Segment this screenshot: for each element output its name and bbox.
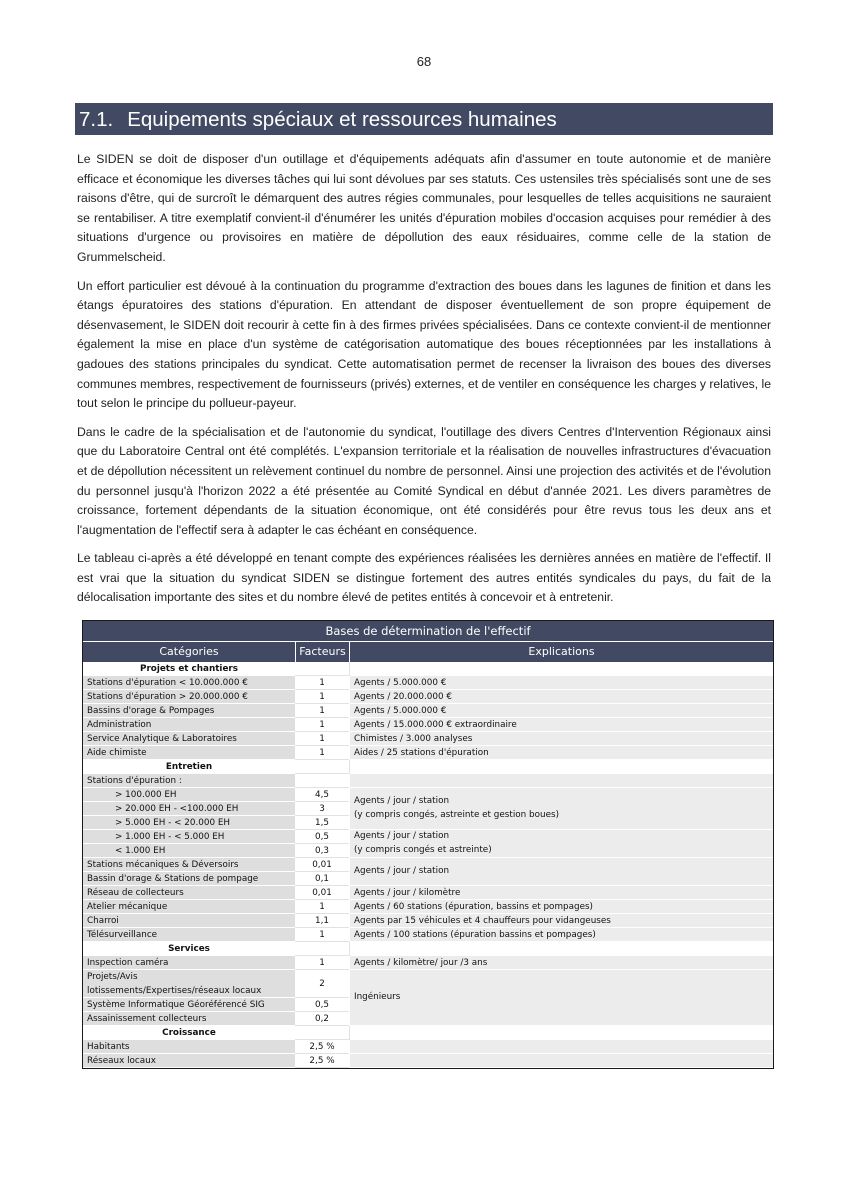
section-heading [75,103,773,135]
category-cell: Atelier mécanique [83,900,295,914]
explanation-cell: Agents / 5.000.000 € [349,704,773,718]
category-cell: Stations d'épuration : [83,774,295,788]
explanation-cell: Agents / 60 stations (épuration, bassins et pompages) [349,900,773,914]
category-cell: Réseau de collecteurs [83,886,295,900]
section-label: Projets et chantiers [83,662,295,676]
category-cell: Stations d'épuration > 20.000.000 € [83,690,295,704]
body-text [77,150,771,617]
table-body [83,662,773,1068]
section-title: Equipements spéciaux et ressources humaines [127,108,557,131]
section-label: Services [83,942,295,956]
factor-cell: 4,5 [295,788,349,802]
category-cell: Administration [83,718,295,732]
factor-cell: 1 [295,900,349,914]
table-header-row [83,641,773,662]
paragraph: Le SIDEN se doit de disposer d'un outillage et d'équipements adéquats afin d'assumer en toute autonomie et de manière efficace et économique les diverses tâches qui lui sont dévolues par ses statuts. Ces ustensiles très spécialisés sont une de ses raisons d'être, qui de surcroît le démarquent des autres régies communales, pour lesquelles de telles acquisitions ne sauraient se rentabiliser. A titre exemplatif convient-il d'énumérer les unités d'épuration mobiles d'occasion acquises pour remédier à des situations d'urgence ou provisoires en matière de dépollution des eaux résiduaires, comme celle de la station de Grummelscheid. [77,152,771,264]
table-title: Bases de détermination de l'effectif [83,621,773,641]
explanation-cell-merged: Agents / jour / station (y compris congés, astreinte et gestion boues) [349,788,773,830]
section-label: Croissance [83,1026,295,1040]
explanation-cell-merged: Agents / jour / station [349,858,773,886]
factor-cell: 2 [295,970,349,998]
category-cell: > 100.000 EH [83,788,295,802]
explanation-cell: Chimistes / 3.000 analyses [349,732,773,746]
category-cell: > 5.000 EH - < 20.000 EH [83,816,295,830]
staffing-table [82,620,774,1069]
factor-cell: 3 [295,802,349,816]
factor-cell: 1 [295,690,349,704]
factor-cell: 1 [295,746,349,760]
factor-cell: 2,5 % [295,1054,349,1068]
factor-cell: 0,01 [295,858,349,872]
category-cell: Projets/Avis lotissements/Expertises/réseaux locaux [83,970,295,998]
factor-cell: 0,3 [295,844,349,858]
category-cell: > 1.000 EH - < 5.000 EH [83,830,295,844]
explanation-cell-merged: Ingénieurs [349,970,773,1026]
page-number: 68 [416,54,432,69]
category-cell: > 20.000 EH - <100.000 EH [83,802,295,816]
explanation-cell: Agents / 20.000.000 € [349,690,773,704]
category-cell: Habitants [83,1040,295,1054]
paragraph: Dans le cadre de la spécialisation et de l'autonomie du syndicat, l'outillage des divers Centres d'Intervention Régionaux ainsi que du Laboratoire Central ont été complétés. L'expansion territoriale et la réalisation de nouvelles infrastructures d'évacuation et de dépollution nécessitent un relèvement continuel du nombre de personnel. Ainsi une projection des activités et de l'évolution du personnel jusqu'à l'horizon 2022 a été présentée au Comité Syndical en début d'année 2021. Les divers paramètres de croissance, fortement dépendants de la situation économique, ont été considérés pour être revus tous les deux ans et l'augmentation de l'effectif sera à adapter le cas échéant en conséquence. [77,424,771,537]
category-cell: Réseaux locaux [83,1054,295,1068]
factor-cell: 0,2 [295,1012,349,1026]
category-cell: < 1.000 EH [83,844,295,858]
category-cell: Aide chimiste [83,746,295,760]
explanation-cell: Agents / kilomètre/ jour /3 ans [349,956,773,970]
header-categories: Catégories [159,645,219,658]
header-factors: Facteurs [295,642,349,662]
factor-cell: 0,5 [295,830,349,844]
category-cell: Assainissement collecteurs [83,1012,295,1026]
explanation-cell: Agents / 5.000.000 € [349,676,773,690]
explanation-cell: Agents / jour / kilomètre [349,886,773,900]
factor-cell: 0,5 [295,998,349,1012]
paragraph: Le tableau ci-après a été développé en tenant compte des expériences réalisées les dernières années en matière de l'effectif. Il est vrai que la situation du syndicat SIDEN se distingue fortement des autres entités syndicales du pays, du fait de la délocalisation importante des sites et du nombre élevé de petites entités à concevoir et à entretenir. [77,551,771,605]
section-number: 7.1. [79,108,114,131]
factor-cell: 1 [295,704,349,718]
category-cell: Stations d'épuration < 10.000.000 € [83,676,295,690]
factor-cell: 2,5 % [295,1040,349,1054]
header-explanations: Explications [349,642,773,662]
explanation-cell: Agents par 15 véhicules et 4 chauffeurs pour vidangeuses [349,914,773,928]
category-cell: Inspection caméra [83,956,295,970]
category-cell: Stations mécaniques & Déversoirs [83,858,295,872]
category-cell: Charroi [83,914,295,928]
factor-cell: 1,1 [295,914,349,928]
explanation-cell: Agents / 15.000.000 € extraordinaire [349,718,773,732]
factor-cell: 1 [295,928,349,942]
factor-cell: 1 [295,676,349,690]
factor-cell: 1 [295,732,349,746]
factor-cell: 1,5 [295,816,349,830]
paragraph: Un effort particulier est dévoué à la continuation du programme d'extraction des boues dans les lagunes de finition et dans les étangs épuratoires des stations d'épuration. En attendant de disposer éventuellement de son propre équipement de désenvasement, le SIDEN doit recourir à cette fin à des firmes privées spécialisées. Dans ce contexte convient-il de mentionner également la mise en place d'un système de catégorisation automatique des boues réceptionnées par les installations à gadoues des stations principales du syndicat. Cette automatisation permet de recenser la livraison des boues des diverses communes membres, respectivement de fournisseurs (privés) externes, et de ventiler en conséquence les charges y relatives, le tout selon le principe du pollueur-payeur. [77,278,771,411]
category-cell: Bassins d'orage & Pompages [83,704,295,718]
explanation-cell-merged: Agents / jour / station (y compris congés et astreinte) [349,830,773,858]
factor-cell: 0,01 [295,886,349,900]
category-cell: Système Informatique Géoréférencé SIG [83,998,295,1012]
section-label: Entretien [83,760,295,774]
factor-cell: 1 [295,956,349,970]
factor-cell: 1 [295,718,349,732]
category-cell: Télésurveillance [83,928,295,942]
explanation-cell: Aides / 25 stations d'épuration [349,746,773,760]
category-cell: Service Analytique & Laboratoires [83,732,295,746]
factor-cell: 0,1 [295,872,349,886]
explanation-cell: Agents / 100 stations (épuration bassins et pompages) [349,928,773,942]
category-cell: Bassin d'orage & Stations de pompage [83,872,295,886]
